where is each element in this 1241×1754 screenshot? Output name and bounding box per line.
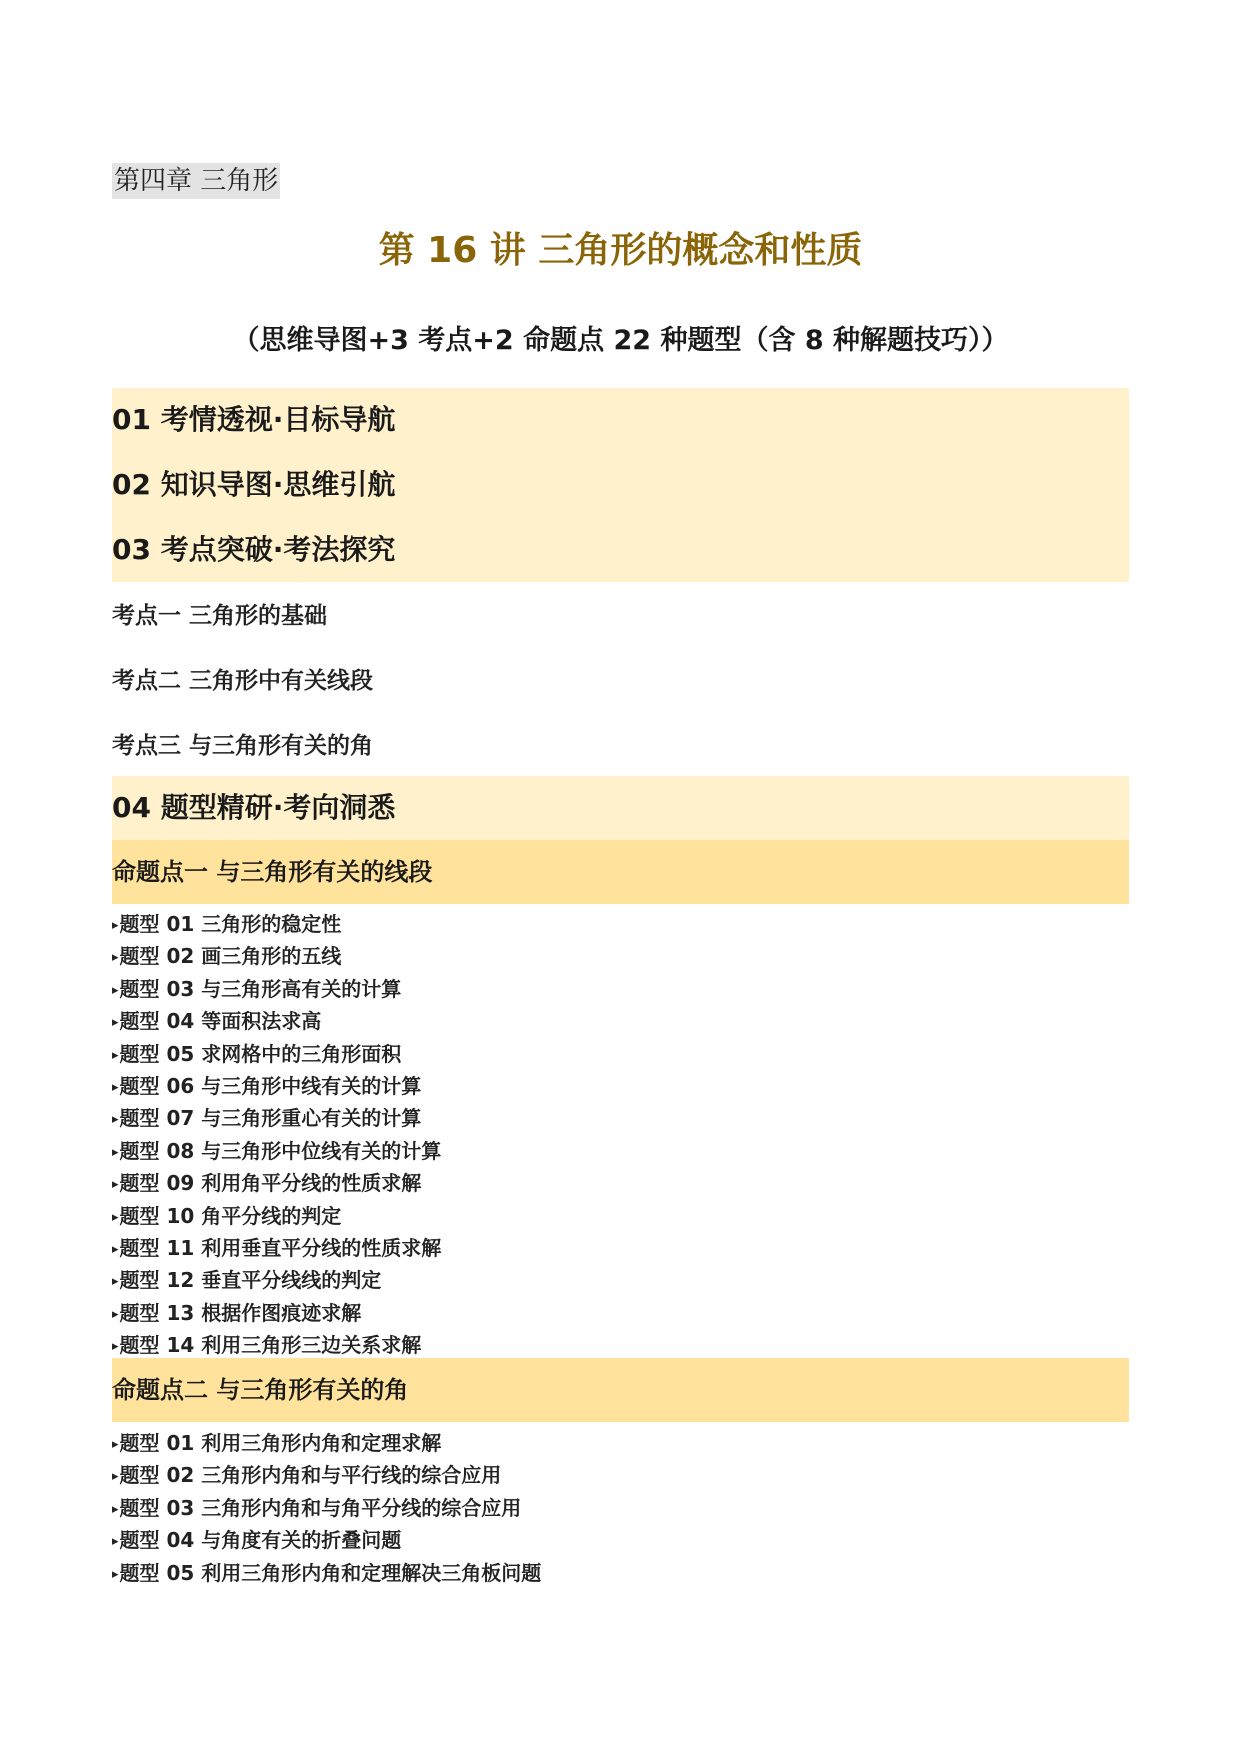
tixing-label: 题型 03 与三角形高有关的计算 xyxy=(119,976,402,1001)
tixing-item[interactable] xyxy=(112,1201,341,1231)
triangle-bullet-icon: ▸ xyxy=(112,1501,119,1517)
triangle-bullet-icon: ▸ xyxy=(112,950,119,966)
lecture-title: 第 16 讲 三角形的概念和性质 xyxy=(378,230,863,271)
tixing-item[interactable] xyxy=(112,1525,401,1555)
tixing-label: 题型 12 垂直平分线线的判定 xyxy=(119,1268,382,1293)
tixing-item[interactable] xyxy=(112,1330,421,1360)
section-heading[interactable]: 04 题型精研·考向洞悉 xyxy=(112,791,396,824)
triangle-bullet-icon: ▸ xyxy=(112,1242,119,1257)
tixing-item[interactable] xyxy=(112,1136,441,1166)
tixing-item[interactable] xyxy=(112,909,341,939)
kaodian-item[interactable]: 考点一 三角形的基础 xyxy=(112,603,328,629)
triangle-bullet-icon: ▸ xyxy=(112,1209,119,1225)
triangle-bullet-icon: ▸ xyxy=(112,982,119,998)
section-heading[interactable]: 03 考点突破·考法探究 xyxy=(112,533,396,566)
triangle-bullet-icon: ▸ xyxy=(112,1534,119,1550)
triangle-bullet-icon: ▸ xyxy=(112,1112,119,1128)
tixing-label: 题型 14 利用三角形三边关系求解 xyxy=(119,1333,422,1358)
triangle-bullet-icon: ▸ xyxy=(112,1177,119,1193)
tixing-label: 题型 09 利用角平分线的性质求解 xyxy=(119,1171,422,1196)
tixing-label: 题型 01 利用三角形内角和定理求解 xyxy=(119,1431,442,1455)
tixing-item[interactable] xyxy=(112,974,401,1004)
tixing-item[interactable] xyxy=(112,1460,501,1490)
triangle-bullet-icon: ▸ xyxy=(112,918,119,933)
triangle-bullet-icon: ▸ xyxy=(112,1566,119,1582)
tixing-label: 题型 10 角平分线的判定 xyxy=(119,1203,342,1228)
triangle-bullet-icon: ▸ xyxy=(112,1469,119,1485)
tixing-item[interactable] xyxy=(112,1168,421,1198)
section-heading[interactable]: 02 知识导图·思维引航 xyxy=(112,468,396,501)
tixing-item[interactable] xyxy=(112,1265,381,1295)
tixing-label: 题型 04 等面积法求高 xyxy=(119,1009,322,1034)
triangle-bullet-icon: ▸ xyxy=(112,1015,119,1031)
triangle-bullet-icon: ▸ xyxy=(112,1274,119,1290)
kaodian-item[interactable]: 考点三 与三角形有关的角 xyxy=(112,733,374,759)
tixing-label: 题型 03 三角形内角和与角平分线的综合应用 xyxy=(119,1495,522,1520)
tixing-item[interactable] xyxy=(112,1071,421,1101)
tixing-label: 题型 08 与三角形中位线有关的计算 xyxy=(119,1138,442,1163)
tixing-label: 题型 05 求网格中的三角形面积 xyxy=(119,1041,402,1066)
tixing-label: 题型 06 与三角形中线有关的计算 xyxy=(119,1074,422,1098)
kaodian-item[interactable]: 考点二 三角形中有关线段 xyxy=(112,668,374,694)
chapter-label: 第四章 三角形 xyxy=(112,163,280,199)
tixing-label: 题型 05 利用三角形内角和定理解决三角板问题 xyxy=(119,1560,542,1585)
section-heading[interactable]: 01 考情透视·目标导航 xyxy=(112,403,396,436)
tixing-label: 题型 07 与三角形重心有关的计算 xyxy=(119,1106,422,1131)
tixing-label: 题型 11 利用垂直平分线的性质求解 xyxy=(119,1236,442,1260)
tixing-label: 题型 01 三角形的稳定性 xyxy=(119,912,342,936)
triangle-bullet-icon: ▸ xyxy=(112,1080,119,1095)
tixing-label: 题型 13 根据作图痕迹求解 xyxy=(119,1300,362,1325)
tixing-label: 题型 04 与角度有关的折叠问题 xyxy=(119,1528,402,1553)
lecture-subtitle: （思维导图+3 考点+2 命题点 22 种题型（含 8 种解题技巧）） xyxy=(232,325,1009,356)
tixing-item[interactable] xyxy=(112,941,341,971)
mingti-heading[interactable]: 命题点二 与三角形有关的角 xyxy=(112,1376,409,1404)
triangle-bullet-icon: ▸ xyxy=(112,1047,119,1063)
tixing-label: 题型 02 画三角形的五线 xyxy=(119,944,342,969)
tixing-item[interactable] xyxy=(112,1558,541,1588)
triangle-bullet-icon: ▸ xyxy=(112,1437,119,1452)
tixing-label: 题型 02 三角形内角和与平行线的综合应用 xyxy=(119,1463,502,1488)
tixing-item[interactable] xyxy=(112,1103,421,1133)
tixing-item[interactable] xyxy=(112,1493,521,1523)
triangle-bullet-icon: ▸ xyxy=(112,1306,119,1322)
mingti-heading[interactable]: 命题点一 与三角形有关的线段 xyxy=(112,858,433,886)
tixing-item[interactable] xyxy=(112,1428,441,1458)
triangle-bullet-icon: ▸ xyxy=(112,1339,119,1355)
tixing-item[interactable] xyxy=(112,1039,401,1069)
triangle-bullet-icon: ▸ xyxy=(112,1144,119,1160)
tixing-item[interactable] xyxy=(112,1298,361,1328)
tixing-item[interactable] xyxy=(112,1233,441,1263)
tixing-item[interactable] xyxy=(112,1006,321,1036)
